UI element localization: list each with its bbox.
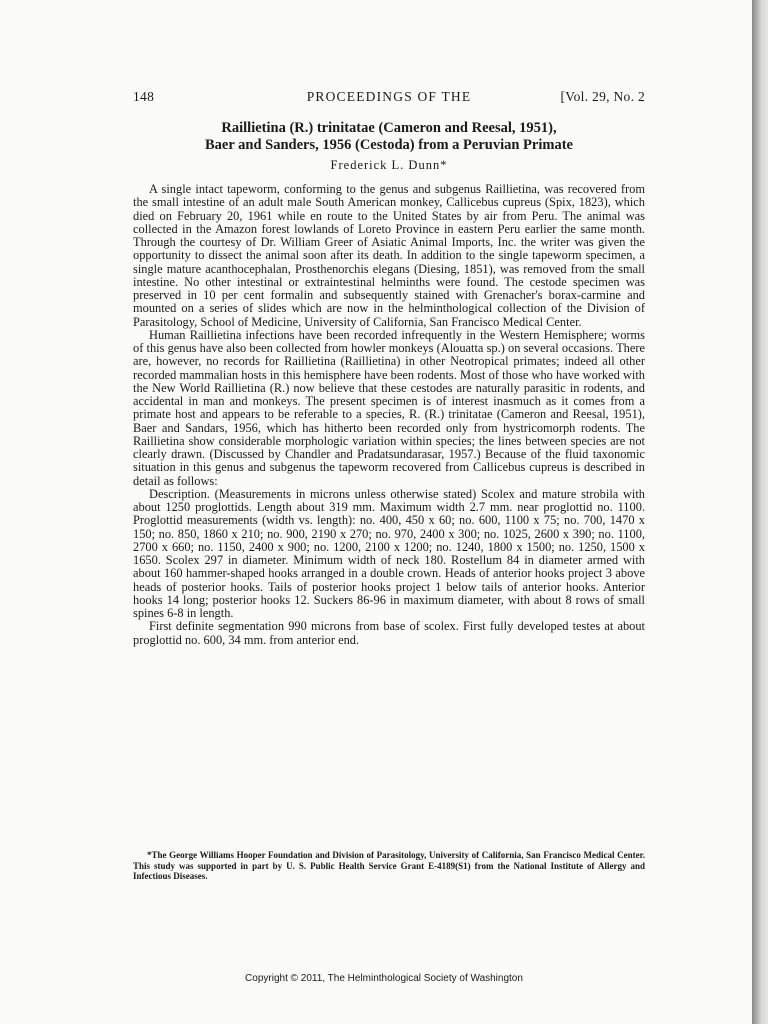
author-name: Frederick L. Dunn* bbox=[330, 158, 448, 172]
journal-name: PROCEEDINGS OF THE bbox=[306, 89, 472, 104]
paragraph: First definite segmentation 990 microns from base of scolex. First fully developed testes at about proglottid no. 600, 34 mm. from anterior end. bbox=[133, 619, 645, 647]
paragraph: Description. (Measurements in microns unless otherwise stated) Scolex and mature strobila with about 1250 proglottids. Length about 319 mm. Maximum width 2.7 mm. near proglottid no. 1100. Proglottid measurements (width vs. length): no. 400, 450 x 60; no. 600, 1100 x 75; no. 700, 1470 x 150; no. 850, 1860 x 210; no. 900, 2190 x 270; no. 970, 2400 x 300; no. 1025, 2600 x 390; no. 1100, 2700 x 660; no. 1150, 2400 x 900; no. 1200, 2100 x 1200; no. 1240, 1800 x 1500; no. 1250, 1500 x 1650. Scolex 297 in diameter. Minimum width of neck 180. Rostellum 84 in diameter armed with about 160 hammer-shaped hooks arranged in a double crown. Heads of anterior hooks project 3 above heads of posterior hooks. Tails of posterior hooks project 1 below tails of anterior hooks. Anterior hooks 14 long; posterior hooks 12. Suckers 86-96 in maximum diameter, with about 8 rows of small spines 6-8 in length. bbox=[133, 486, 645, 620]
copyright-notice: Copyright © 2011, The Helminthological Society of Washington bbox=[245, 973, 523, 984]
title-line-1: Raillietina (R.) trinitatae (Cameron and Reesal, 1951), bbox=[221, 120, 557, 136]
article-body bbox=[133, 183, 645, 647]
footnote bbox=[133, 850, 645, 882]
page-number: 148 bbox=[133, 89, 155, 104]
paragraph: Human Raillietina infections have been recorded infrequently in the Western Hemisphere; worms of this genus have also been collected from howler monkeys (Alouatta sp.) on several occasions. There are, however, no records for Raillietina (Raillietina) in other Neotropical primates; indeed all other recorded mammalian hosts in this hemisphere have been rodents. Most of those who have worked with the New World Raillietina (R.) now believe that these cestodes are naturally parasitic in rodents, and accidental in man and monkeys. The present specimen is of interest inasmuch as it comes from a primate host and appears to be referable to a species, R. (R.) trinitatae (Cameron and Reesal, 1951), Baer and Sandars, 1956, which has hitherto been recorded only from hystricomorph rodents. The Raillietina show considerable morphologic variation within species; the lines between species are not clearly drawn. (Discussed by Chandler and Pradatsundarasar, 1957.) Because of the fluid taxonomic situation in this genus and subgenus the tapeworm recovered from Callicebus cupreus is described in detail as follows: bbox=[133, 327, 645, 488]
title-line-2: Baer and Sanders, 1956 (Cestoda) from a Peruvian Primate bbox=[205, 137, 573, 153]
article-title bbox=[133, 120, 645, 154]
footnote-text: *The George Williams Hooper Foundation and Division of Parasitology, University of California, San Francisco Medical Center. This study was supported in part by U. S. Public Health Service Grant E-4189(S1) from the National Institute of Allergy and Infectious Diseases. bbox=[133, 850, 645, 882]
volume-info: [Vol. 29, No. 2 bbox=[560, 89, 645, 104]
paragraph: A single intact tapeworm, conforming to the genus and subgenus Raillietina, was recovered from the small intestine of an adult male South American monkey, Callicebus cupreus (Spix, 1823), which died on February 20, 1961 while en route to the United States by air from Peru. The animal was collected in the Amazon forest lowlands of Loreto Province in eastern Peru earlier the same month. Through the courtesy of Dr. William Greer of Asiatic Animal Imports, Inc. the writer was given the opportunity to dissect the animal soon after its death. In addition to the single tapeworm specimen, a single mature acanthocephalan, Prosthenorchis elegans (Diesing, 1851), was removed from the small intestine. No other intestinal or extraintestinal helminths were found. The cestode specimen was preserved in 10 per cent formalin and subsequently stained with Grenacher's borax-carmine and mounted on a series of slides which are now in the helminthological collection of the Division of Parasitology, School of Medicine, University of California, San Francisco Medical Center. bbox=[133, 182, 645, 329]
page-edge-shadow bbox=[752, 0, 768, 1024]
